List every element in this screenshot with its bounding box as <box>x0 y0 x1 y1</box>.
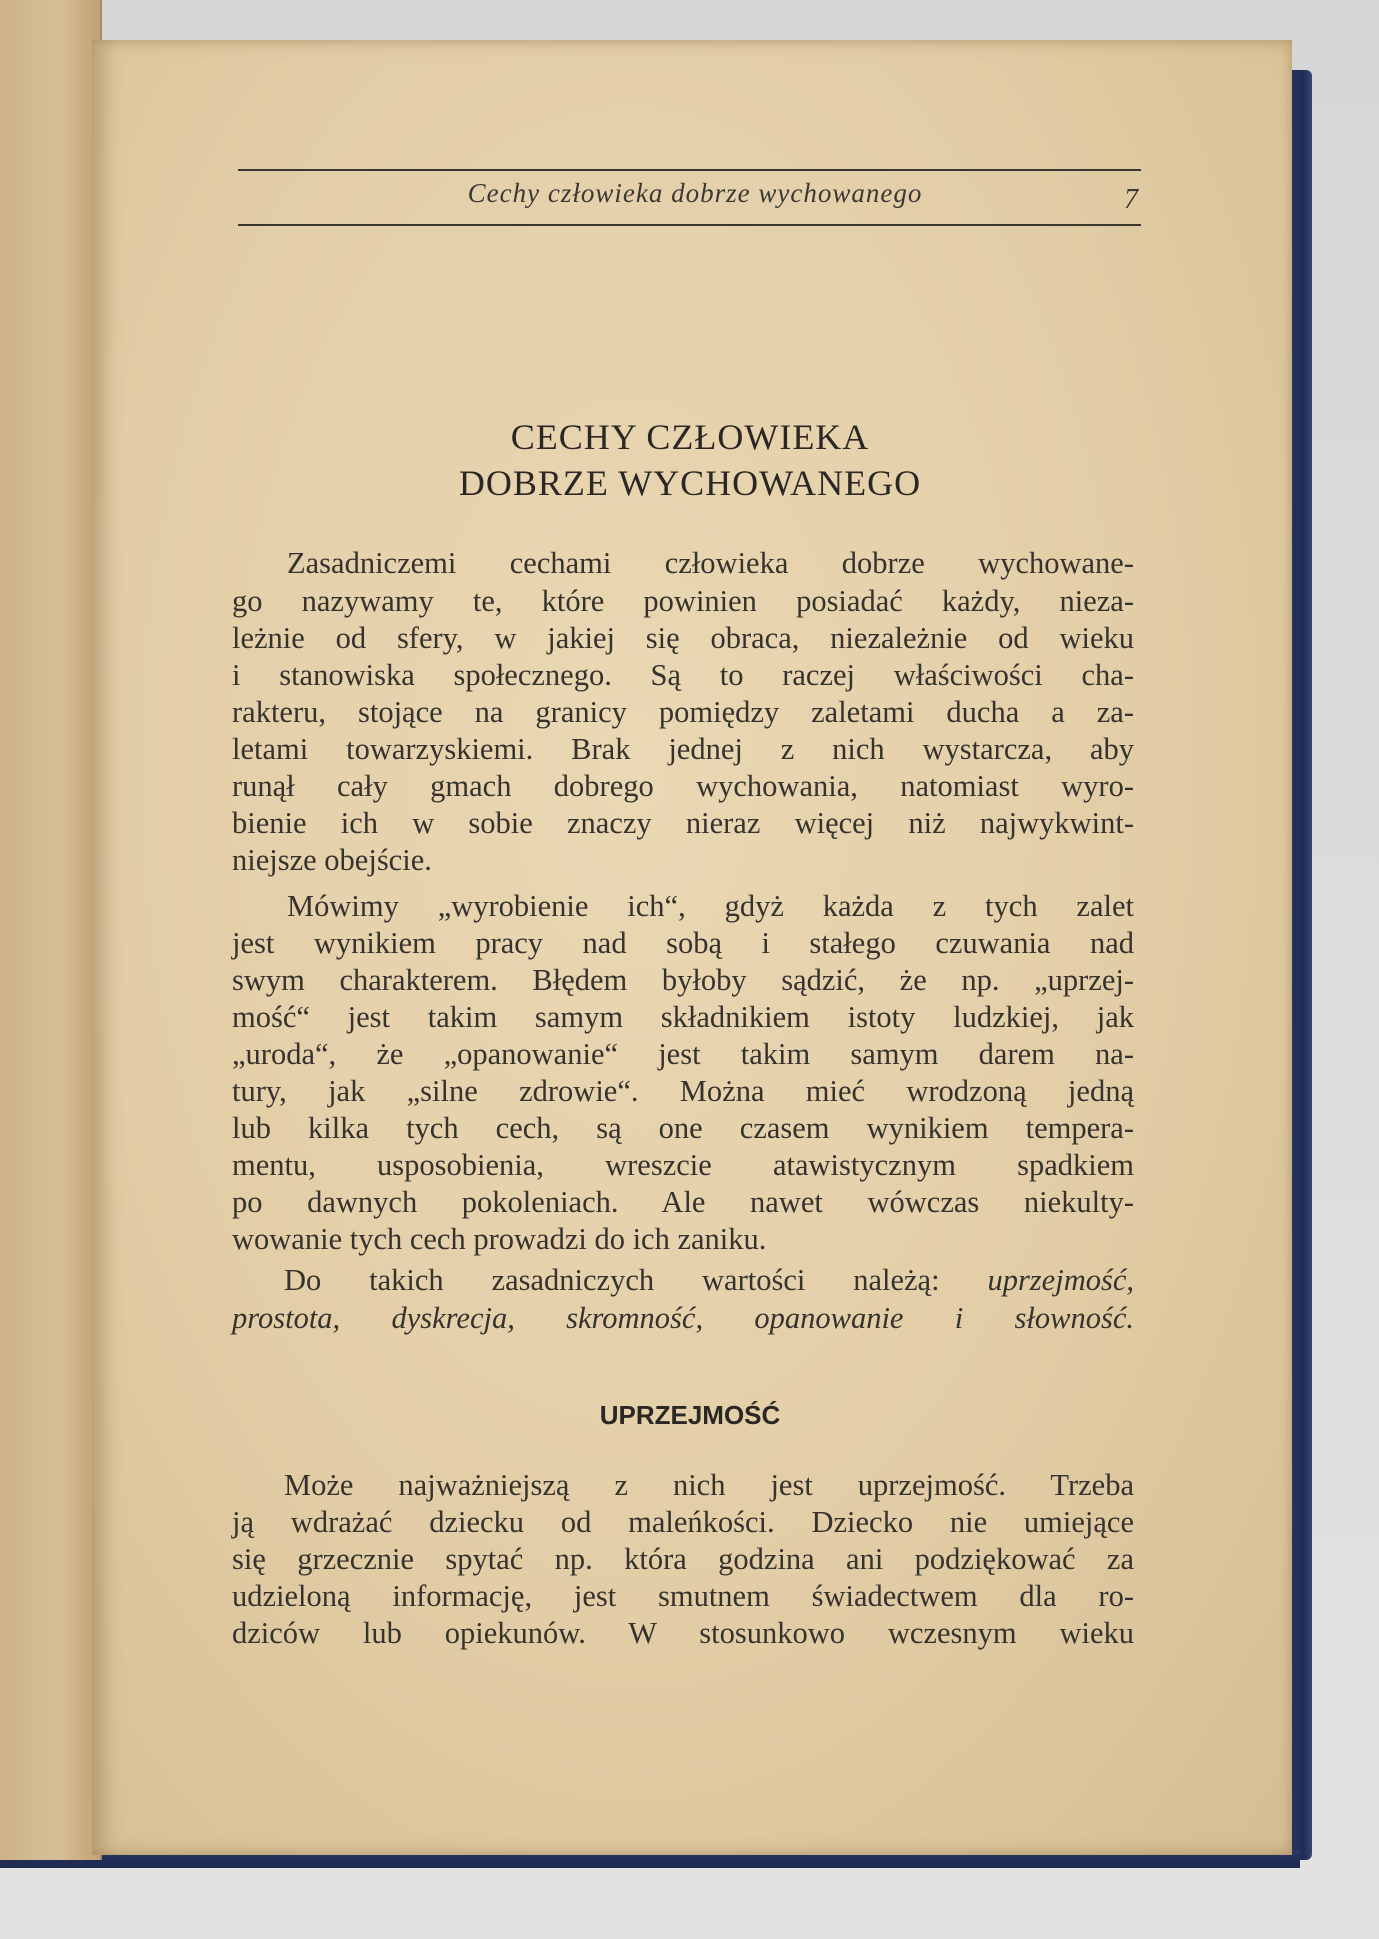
body-line: go nazywamy te, które powinien posiadać każdy, nieza- <box>232 584 1134 618</box>
body-line: Może najważniejszą z nich jest uprzejmość. Trzeba <box>284 1468 1134 1502</box>
body-line: tury, jak „silne zdrowie“. Można mieć wrodzoną jedną <box>232 1074 1134 1108</box>
body-line: niejsze obejście. <box>232 843 432 877</box>
body-line: jest wynikiem pracy nad sobą i stałego czuwania nad <box>232 926 1134 960</box>
body-line: Zasadniczemi cechami człowieka dobrze wychowane- <box>287 546 1134 580</box>
body-line-mixed <box>284 1262 1134 1299</box>
body-line: runął cały gmach dobrego wychowania, natomiast wyro- <box>232 769 1134 803</box>
header-rule-top <box>238 169 1141 171</box>
body-line: się grzecznie spytać np. która godzina ani podziękować za <box>232 1542 1134 1576</box>
body-line: po dawnych pokoleniach. Ale nawet wówczas niekulty- <box>232 1185 1134 1219</box>
body-line: Mówimy „wyrobienie ich“, gdyż każda z tych zalet <box>287 889 1134 923</box>
body-line: leżnie od sfery, w jakiej się obraca, niezależnie od wieku <box>232 621 1134 655</box>
body-line: wowanie tych cech prowadzi do ich zaniku. <box>232 1222 767 1256</box>
body-line: swym charakterem. Błędem byłoby sądzić, że np. „uprzej- <box>232 963 1134 997</box>
header-rule-bottom <box>238 224 1141 226</box>
body-text: Do takich zasadniczych wartości należą: <box>284 1263 988 1297</box>
book-cover-edge <box>1290 70 1312 1860</box>
body-line: letami towarzyskiemi. Brak jednej z nich wystarcza, aby <box>232 732 1134 766</box>
body-text-italic: uprzejmość, <box>987 1263 1134 1297</box>
body-line: „uroda“, że „opanowanie“ jest takim samym darem na- <box>232 1037 1134 1071</box>
body-line: udzieloną informację, jest smutnem świadectwem dla ro- <box>232 1579 1134 1613</box>
body-line-italic: prostota, dyskrecja, skromność, opanowanie i słowność. <box>232 1301 1134 1335</box>
running-head: Cechy człowieka dobrze wychowanego <box>467 178 923 208</box>
section-heading: UPRZEJMOŚĆ <box>599 1400 781 1430</box>
body-line: mość“ jest takim samym składnikiem istoty ludzkiej, jak <box>232 1000 1134 1034</box>
body-line: bienie ich w sobie znaczy nieraz więcej niż najwykwint- <box>232 806 1134 840</box>
left-page-edge <box>0 0 102 1860</box>
body-line: mentu, usposobienia, wreszcie atawistycznym spadkiem <box>232 1148 1134 1182</box>
body-line: ją wdrażać dziecku od maleńkości. Dziecko nie umiejące <box>232 1505 1134 1539</box>
body-line: lub kilka tych cech, są one czasem wynikiem tempera- <box>232 1111 1134 1145</box>
chapter-title-line-1: CECHY CZŁOWIEKA <box>510 417 870 457</box>
body-line: i stanowiska społecznego. Są to raczej właściwości cha- <box>232 658 1134 692</box>
chapter-title-line-2: DOBRZE WYCHOWANEGO <box>458 463 922 503</box>
body-line: dziców lub opiekunów. W stosunkowo wczesnym wieku <box>232 1616 1134 1650</box>
page-number: 7 <box>1124 184 1138 215</box>
body-line: rakteru, stojące na granicy pomiędzy zaletami ducha a za- <box>232 695 1134 729</box>
